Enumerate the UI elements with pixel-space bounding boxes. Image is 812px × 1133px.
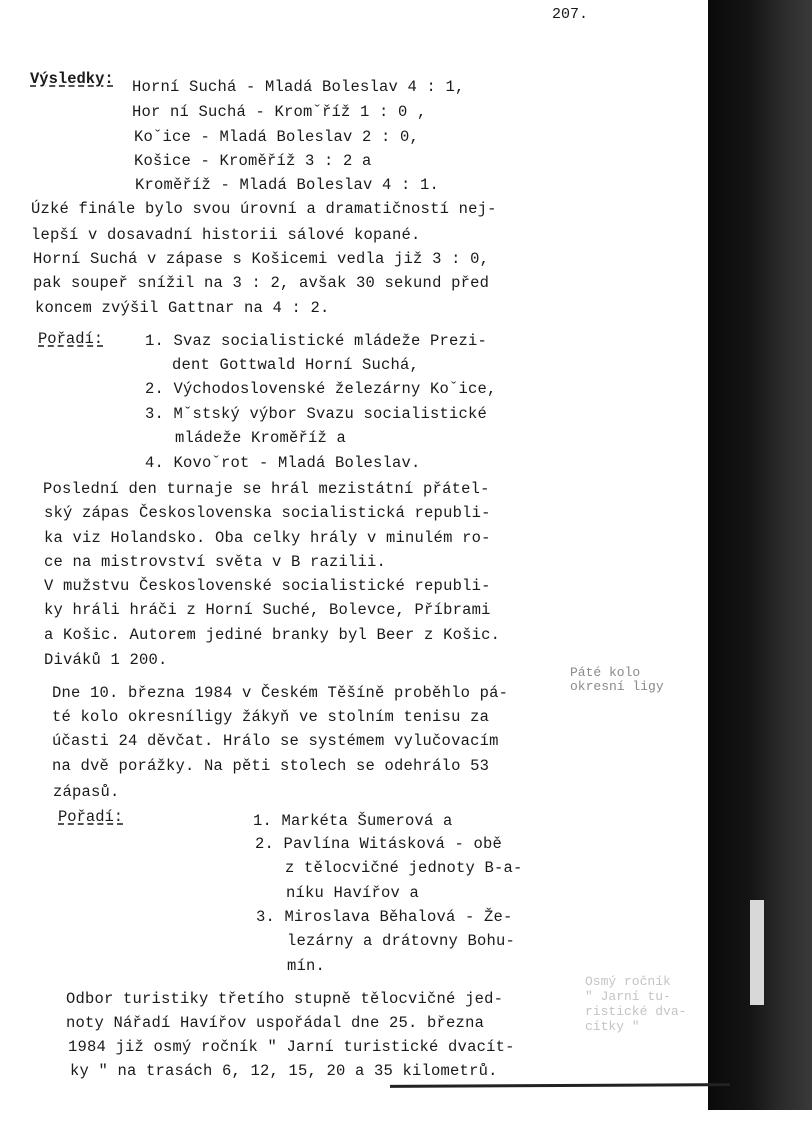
result-line: Horní Suchá - Mladá Boleslav 4 : 1, xyxy=(132,78,465,96)
paragraph-line: účasti 24 děvčat. Hrálo se systémem vylučovacím xyxy=(52,732,499,750)
standings-line: 2. Východoslovenské železárny Koˇice, xyxy=(145,380,497,398)
standings-line: 4. Kovoˇrot - Mladá Boleslav. xyxy=(145,454,421,472)
paragraph-line: zápasů. xyxy=(53,783,120,801)
paragraph-line: V mužstvu Československé socialistické republi- xyxy=(44,577,491,595)
standings-label: Pořadí: xyxy=(58,808,124,826)
standings-line: 2. Pavlína Witásková - obě xyxy=(255,835,503,853)
standings-line: níku Havířov a xyxy=(286,884,420,902)
paragraph-line: Diváků 1 200. xyxy=(44,651,168,669)
paragraph-line: ka viz Holandsko. Oba celky hrály v minulém ro- xyxy=(44,529,491,547)
bottom-band xyxy=(0,1110,812,1133)
margin-note-line: " Jarní tu- xyxy=(585,989,671,1004)
result-line: Košice - Kroměříž 3 : 2 a xyxy=(134,152,372,170)
paragraph-line: Odbor turistiky třetího stupně tělocvičné jed- xyxy=(66,990,504,1008)
paragraph-line: noty Nářadí Havířov uspořádal dne 25. března xyxy=(66,1014,485,1032)
margin-note-line: Osmý ročník xyxy=(585,974,671,989)
paragraph-line: na dvě porážky. Na pěti stolech se odehrálo 53 xyxy=(52,757,490,775)
paragraph-line: té kolo okresníligy žákyň ve stolním tenisu za xyxy=(52,708,490,726)
margin-note-line: okresní ligy xyxy=(570,679,664,694)
page-number: 207. xyxy=(552,6,589,23)
paragraph-line: 1984 již osmý ročník " Jarní turistické dvacít- xyxy=(68,1038,515,1056)
standings-line: 1. Svaz socialistické mládeže Prezi- xyxy=(145,332,488,350)
bottom-rule xyxy=(390,1083,730,1088)
result-line: Kroměříž - Mladá Boleslav 4 : 1. xyxy=(135,176,440,194)
paragraph-line: pak soupeř snížil na 3 : 2, avšak 30 sekund před xyxy=(33,274,490,292)
paragraph-line: ce na mistrovství světa v B razilii. xyxy=(44,553,387,571)
standings-line: 3. Mˇstský výbor Svazu socialistické xyxy=(145,405,488,423)
standings-line: 1. Markéta Šumerová a xyxy=(253,812,453,830)
paragraph-line: Úzké finále bylo svou úrovní a dramatičností nej- xyxy=(31,200,497,218)
standings-line: 3. Miroslava Běhalová - Že- xyxy=(256,908,513,926)
standings-line: mládeže Kroměříž a xyxy=(175,429,347,447)
standings-label: Pořadí: xyxy=(38,330,104,348)
standings-line: lezárny a drátovny Bohu- xyxy=(287,932,516,950)
paragraph-line: Horní Suchá v zápase s Košicemi vedla již 3 : 0, xyxy=(33,250,490,268)
paragraph-line: koncem zvýšil Gattnar na 4 : 2. xyxy=(35,299,330,317)
results-label: Výsledky: xyxy=(30,70,114,88)
margin-note-line: Páté kolo xyxy=(570,665,641,680)
paragraph-line: ky hráli hráči z Horní Suché, Bolevce, Příbrami xyxy=(44,601,491,619)
standings-line: z tělocvičné jednoty B-a- xyxy=(285,859,523,877)
result-line: Koˇice - Mladá Boleslav 2 : 0, xyxy=(134,128,420,146)
result-line: Hor ní Suchá - Kromˇříž 1 : 0 , xyxy=(132,103,427,121)
paragraph-line: Poslední den turnaje se hrál mezistátní přátel- xyxy=(43,480,490,498)
paragraph-line: ky " na trasách 6, 12, 15, 20 a 35 kilometrů. xyxy=(70,1062,498,1080)
paragraph-line: ský zápas Československa socialistická republi- xyxy=(44,504,491,522)
standings-line: dent Gottwald Horní Suchá, xyxy=(172,356,420,374)
margin-note-line: ristické dva- xyxy=(585,1004,687,1019)
paragraph-line: Dne 10. března 1984 v Českém Těšíně proběhlo pá- xyxy=(52,684,509,702)
scan-edge-strip xyxy=(750,900,764,1005)
paragraph-line: lepší v dosavadní historii sálové kopané. xyxy=(31,226,421,244)
paragraph-line: a Košic. Autorem jediné branky byl Beer z Košic. xyxy=(44,626,501,644)
margin-note-line: cítky " xyxy=(585,1019,640,1034)
standings-line: mín. xyxy=(287,957,326,975)
